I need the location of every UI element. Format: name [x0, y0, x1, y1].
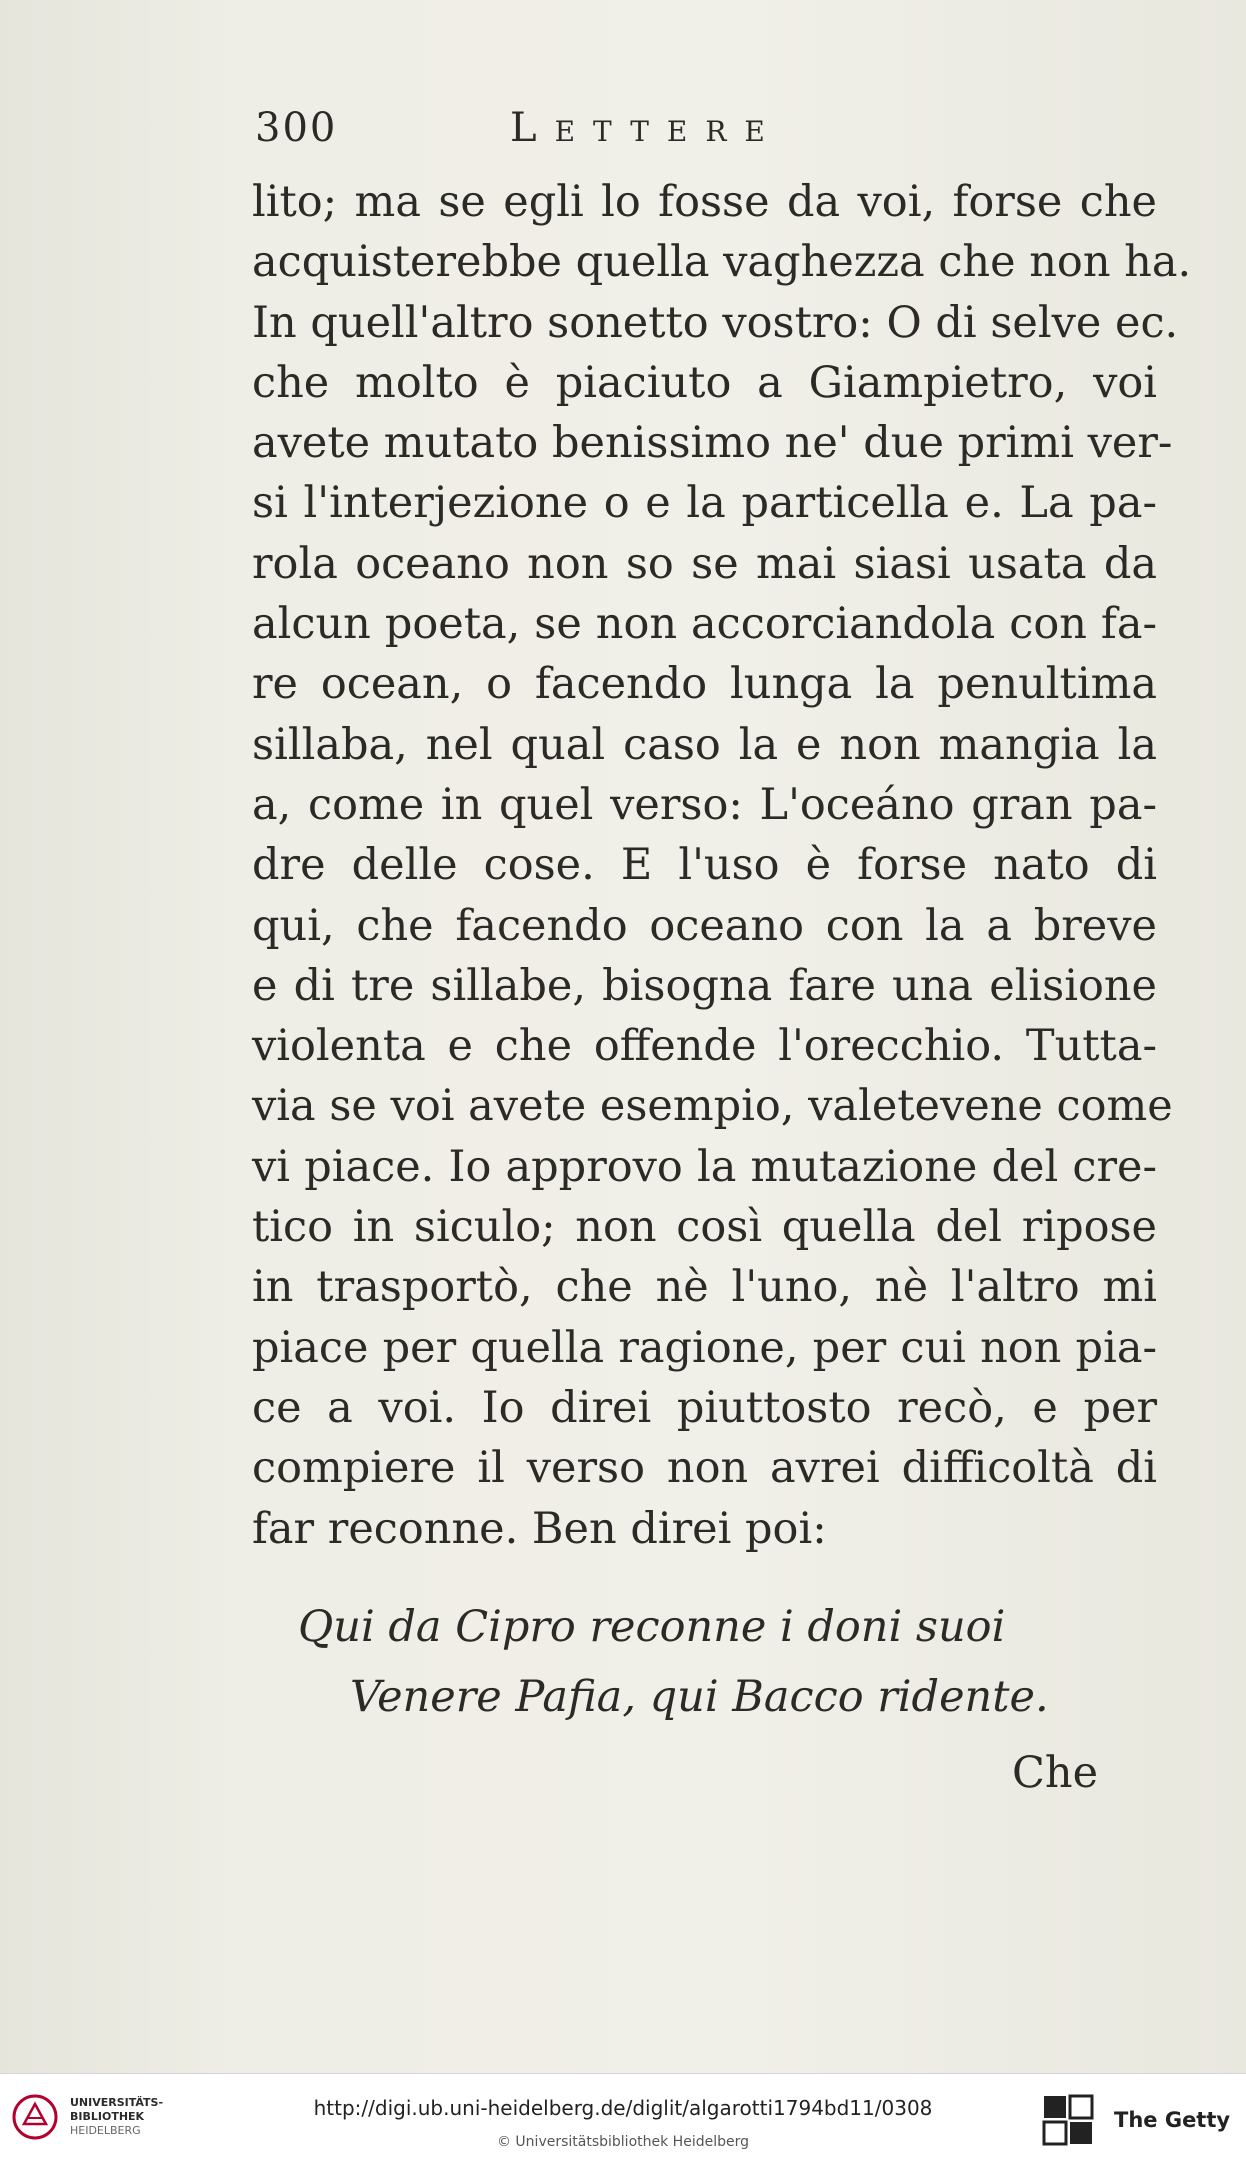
copyright-notice: © Universitätsbibliothek Heidelberg — [496, 2134, 749, 2150]
text-line: che molto è piaciuto a Giampietro, voi — [252, 357, 1157, 408]
text-line: sillaba, nel qual caso la e non mangia la — [252, 719, 1157, 770]
library-name-line: HEIDELBERG — [70, 2124, 141, 2137]
library-name-line: UNIVERSITÄTS- — [70, 2096, 164, 2109]
text-line: re ocean, o facendo lunga la penultima — [252, 659, 1157, 710]
library-name-line: BIBLIOTHEK — [70, 2110, 145, 2123]
verse-line-1: Qui da Cipro reconne i doni suoi — [298, 1602, 1006, 1652]
text-line: tico in siculo; non così quella del ripose — [252, 1202, 1157, 1253]
text-line: in trasportò, che nè l'uno, nè l'altro mi — [252, 1262, 1157, 1313]
permalink-url[interactable]: http://digi.ub.uni-heidelberg.de/diglit/algarotti1794bd11/0308 — [313, 2096, 933, 2120]
text-line: In quell'altro sonetto vostro: O di selve ec. — [252, 297, 1179, 348]
body-text — [252, 172, 1192, 1559]
text-line: si l'interjezione o e la particella e. La pa- — [252, 478, 1157, 529]
text-line: via se voi avete esempio, valetevene come — [252, 1081, 1173, 1132]
verse-quote — [298, 1592, 1118, 1732]
viewer-footer — [0, 2073, 1246, 2165]
text-line: violenta e che offende l'orecchio. Tutta- — [252, 1021, 1157, 1072]
text-line: e di tre sillabe, bisogna fare una elisione — [252, 960, 1157, 1011]
text-line: acquisterebbe quella vaghezza che non ha. — [252, 237, 1192, 288]
text-line: a, come in quel verso: L'oceáno gran pa- — [252, 779, 1157, 830]
page-number: 300 — [255, 105, 338, 151]
text-line: far reconne. Ben direi poi: — [252, 1503, 827, 1554]
text-line: avete mutato benissimo ne' due primi ver- — [252, 418, 1173, 469]
getty-mark-icon — [1042, 2094, 1094, 2146]
getty-logo[interactable] — [1042, 2094, 1232, 2149]
partner-name: The Getty — [1114, 2108, 1231, 2132]
text-line: alcun poeta, se non accorciandola con fa- — [252, 599, 1157, 650]
text-line: compiere il verso non avrei difficoltà di — [252, 1443, 1157, 1494]
running-header — [255, 105, 1155, 165]
text-line: lito; ma se egli lo fosse da voi, forse che — [252, 177, 1157, 227]
running-title: Lettere — [510, 105, 783, 151]
text-line: qui, che facendo oceano con la a breve — [252, 900, 1157, 951]
text-line: piace per quella ragione, per cui non pia- — [252, 1322, 1157, 1373]
text-line: vi piace. Io approvo la mutazione del cre- — [252, 1141, 1157, 1192]
text-line: ce a voi. Io direi piuttosto recò, e per — [252, 1382, 1157, 1433]
text-line: rola oceano non so se mai siasi usata da — [252, 538, 1157, 589]
text-line: dre delle cose. E l'uso è forse nato di — [252, 840, 1157, 891]
catchword: Che — [1012, 1748, 1099, 1798]
verse-line-2: Venere Pafia, qui Bacco ridente. — [350, 1672, 1049, 1722]
